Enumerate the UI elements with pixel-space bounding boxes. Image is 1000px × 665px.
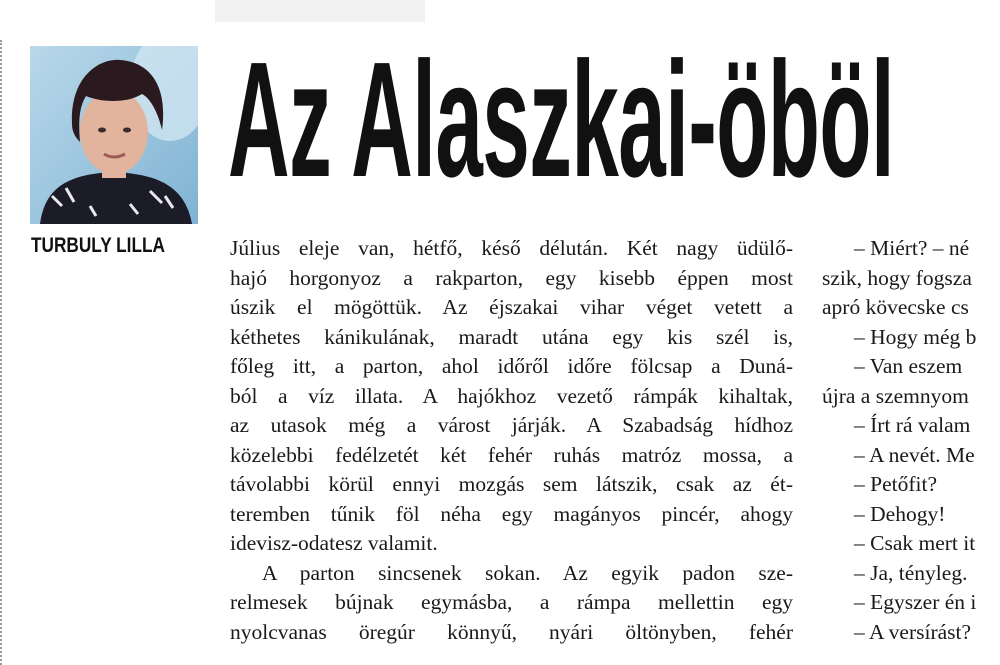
dialogue-line: – Csak mert it — [854, 531, 976, 555]
text-line: hajó horgonyoz a rakparton, egy kisebb éppen most — [230, 265, 793, 290]
text-line: nyolcvanas öregúr könnyű, nyári öltönyben, fehér — [230, 619, 793, 644]
article-headline: Az Alaszkai-öböl — [228, 28, 895, 211]
text-line: az utasok még a várost járják. A Szabadság hídhoz — [230, 413, 793, 437]
text-line: úszik el mögöttük. Az éjszakai vihar véget vetett a — [230, 295, 793, 319]
text-line: távolabbi körül ennyi mozgás sem látszik, csak az ét- — [230, 472, 793, 496]
text-line: újra a szemnyom — [822, 383, 969, 408]
article-column-1 — [230, 234, 793, 647]
dialogue-line: – Ja, tényleg. — [854, 560, 968, 585]
text-line: főleg itt, a parton, ahol időről időre fölcsap a Duná- — [230, 354, 793, 378]
text-line: idevisz-odatesz valamit. — [230, 531, 438, 555]
text-line: teremben tűnik föl néha egy magányos pincér, ahogy — [230, 501, 793, 526]
paragraph-1 — [230, 234, 793, 559]
dialogue-line: – Hogy még b — [854, 324, 977, 349]
paragraph-2 — [230, 559, 793, 648]
dialogue-line: – A nevét. Me — [854, 442, 975, 467]
dialogue-line: – A versírást? — [854, 619, 972, 644]
dialogue-line: – Írt rá valam — [854, 413, 971, 437]
author-portrait — [30, 46, 198, 224]
dialogue-line: – Van eszem — [854, 354, 963, 378]
dialogue-line: – Dehogy! — [854, 501, 946, 526]
column-divider — [0, 40, 2, 665]
text-line: közelebbi fedélzetét két fehér ruhás matróz mossa, a — [230, 442, 793, 467]
top-gray-bar — [215, 0, 425, 22]
dialogue-line: – Egyszer én i — [854, 590, 977, 614]
text-line: relmesek bújnak egymásba, a rámpa mellettin egy — [230, 590, 793, 614]
text-line: kéthetes kánikulának, maradt utána egy kis szél is, — [230, 324, 793, 349]
dialogue-line: – Petőfit? — [854, 472, 937, 496]
text-line: A parton sincsenek sokan. Az egyik padon sze- — [262, 560, 793, 585]
text-line: Július eleje van, hétfő, késő délután. Két nagy üdülő- — [230, 236, 793, 260]
text-line: ból a víz illata. A hajókhoz vezető rámpák kihaltak, — [230, 383, 793, 408]
dialogue-line: – Miért? – né — [854, 236, 970, 260]
text-line: apró kövecske cs — [822, 295, 969, 319]
article-column-2 — [822, 234, 1000, 647]
text-line: szik, hogy fogsza — [822, 265, 972, 290]
author-name: TURBULY LILLA — [31, 234, 165, 257]
